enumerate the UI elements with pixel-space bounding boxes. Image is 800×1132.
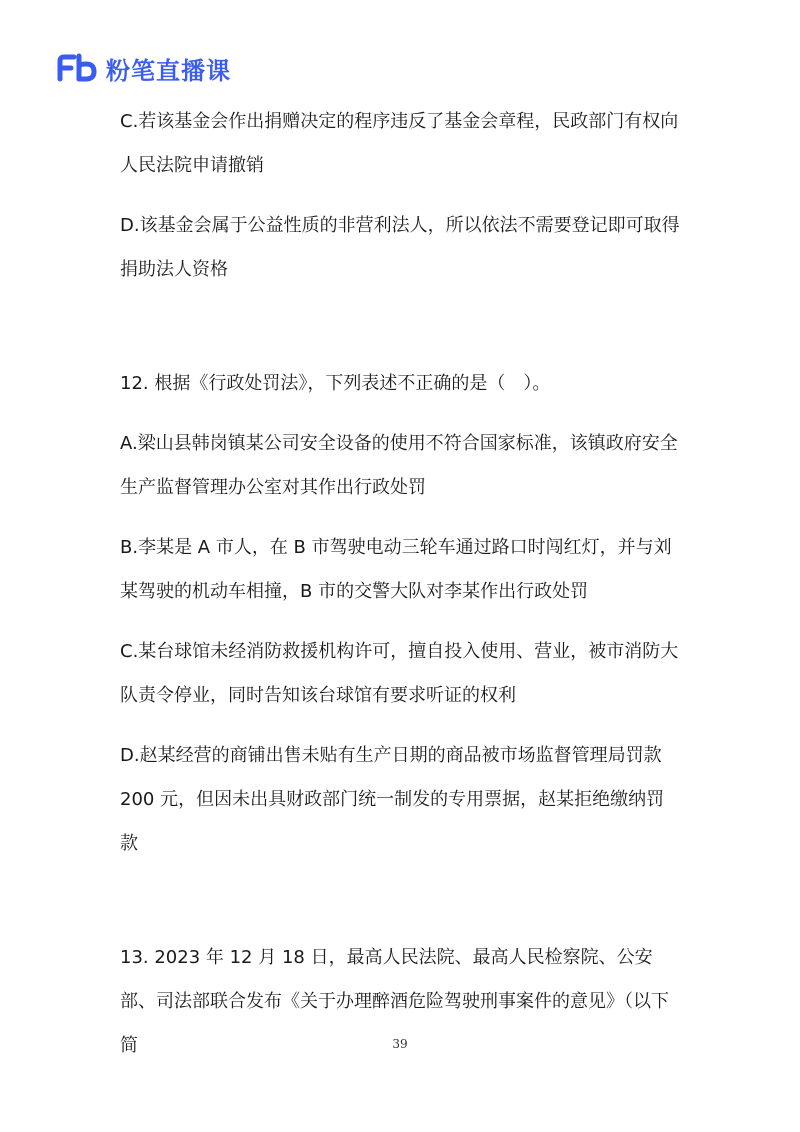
q11-option-c: C.若该基金会作出捐赠决定的程序违反了基金会章程，民政部门有权向人民法院申请撤销	[120, 111, 679, 176]
fenbi-logo-icon	[56, 53, 98, 83]
brand-header	[56, 50, 231, 86]
q12-option-b: B.李某是 A 市人，在 B 市驾驶电动三轮车通过路口时闯红灯，并与刘某驾驶的机动车相撞，B 市的交警大队对李某作出行政处罚	[120, 537, 672, 602]
q11-option-d: D.该基金会属于公益性质的非营利法人，所以依法不需要登记即可取得捐助法人资格	[120, 215, 680, 280]
page-number: 39	[392, 1037, 408, 1051]
brand-name: 粉笔直播课	[106, 56, 231, 85]
q12-option-d: D.赵某经营的商铺出售未贴有生产日期的商品被市场监督管理局罚款 200 元，但因未出具财政部门统一制发的专用票据，赵某拒绝缴纳罚款	[120, 745, 665, 854]
q12-option-c: C.某台球馆未经消防救援机构许可，擅自投入使用、营业，被市消防大队责令停业，同时告知该台球馆有要求听证的权利	[120, 641, 679, 706]
q12-option-a: A.梁山县韩岗镇某公司安全设备的使用不符合国家标准，该镇政府安全生产监督管理办公室对其作出行政处罚	[120, 433, 678, 498]
q12-stem: 12. 根据《行政处罚法》，下列表述不正确的是（ ）。	[120, 373, 551, 394]
document-body	[120, 100, 680, 1068]
q13-stem: 13. 2023 年 12 月 18 日，最高人民法院、最高人民检察院、公安部、司法部联合发布《关于办理醉酒危险驾驶刑事案件的意见》（以下简	[120, 947, 669, 1056]
